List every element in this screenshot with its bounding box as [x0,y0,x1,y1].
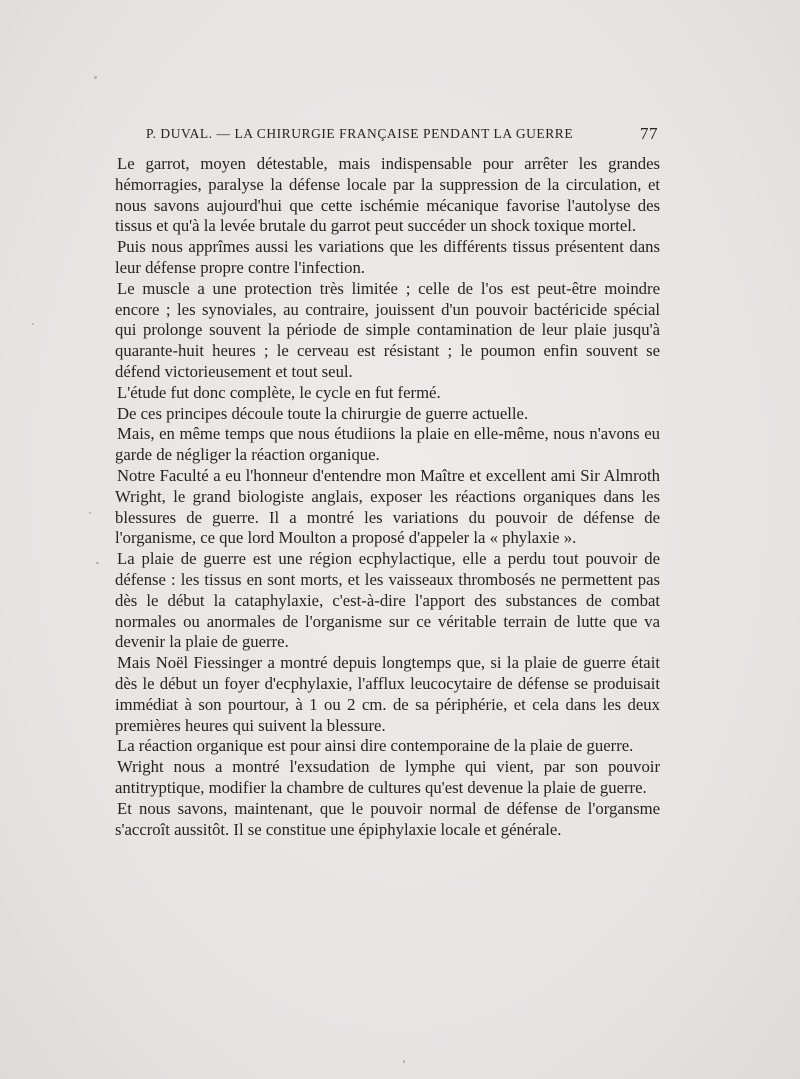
paragraph: Puis nous apprîmes aussi les variations que les différents tissus présentent dans leur défense propre contre l'infection. [115,237,660,277]
paragraph: La réaction organique est pour ainsi dire contemporaine de la plaie de guerre. [117,736,634,756]
running-title: P. DUVAL. — LA CHIRURGIE FRANÇAISE PENDANT LA GUERRE [146,126,574,141]
paragraph: Wright nous a montré l'exsudation de lymphe qui vient, par son pouvoir antitryptique, modifier la chambre de cultures qu'est devenue la plaie de guerre. [115,757,660,797]
paragraph: Le muscle a une protection très limitée ; celle de l'os est peut-être moindre encore ; les synoviales, au contraire, jouissent d'un pouvoir bactéricide spécial qui prolonge souvent la période de simple contamination de leur plaie jusqu'à quarante-huit heures ; le cerveau est résistant ; le poumon enfin souvent se défend victorieusement et tout seul. [115,278,660,381]
paragraph: Et nous savons, maintenant, que le pouvoir normal de défense de l'organsme s'accroît aussitôt. Il se constitue une épiphylaxie locale et générale. [115,798,660,839]
paragraph: Mais Noël Fiessinger a montré depuis longtemps que, si la plaie de guerre était dès le début un foyer d'ecphylaxie, l'afflux leucocytaire de défense se produisait immédiat à son pourtour, à 1 ou 2 cm. de sa périphérie, et cela dans les deux premières heures qui suivent la blessure. [115,653,660,735]
paragraph: La plaie de guerre est une région ecphylactique, elle a perdu tout pouvoir de défense : les tissus en sont morts, et les vaisseaux thrombosés ne permettent pas dès le début la cataphylaxie, c'est-à-dire l'apport des substances de combat normales ou anormales de l'organisme sur ce véritable terrain de lutte que va devenir la plaie de guerre. [115,549,660,652]
paper-speck [403,1060,405,1063]
paper-speck [89,512,91,514]
paper-speck [96,562,99,564]
body-text [115,154,660,840]
paragraph: Le garrot, moyen détestable, mais indispensable pour arrêter les grandes hémorragies, paralyse la défense locale par la suppression de la circulation, et nous savons aujourd'hui que cette ischémie mécanique favorise l'autolyse des tissus et qu'à la levée brutale du garrot peut succéder un shock toxique mortel. [115,154,660,236]
page-header [146,124,658,146]
paper-speck [94,76,97,79]
paragraph: Mais, en même temps que nous étudiions la plaie en elle-même, nous n'avons eu garde de négliger la réaction organique. [115,424,660,465]
page-number: 77 [640,124,658,143]
paragraph: L'étude fut donc complète, le cycle en fut fermé. [117,382,441,402]
paragraph: De ces principes découle toute la chirurgie de guerre actuelle. [117,403,529,423]
paper-speck [32,323,34,325]
paragraph: Notre Faculté a eu l'honneur d'entendre mon Maître et excellent ami Sir Almroth Wright, le grand biologiste anglais, exposer les réactions organiques dans les blessures de guerre. Il a montré les variations du pouvoir de défense de l'organisme, ce que lord Moulton a proposé d'appeler la « phylaxie ». [115,465,660,548]
